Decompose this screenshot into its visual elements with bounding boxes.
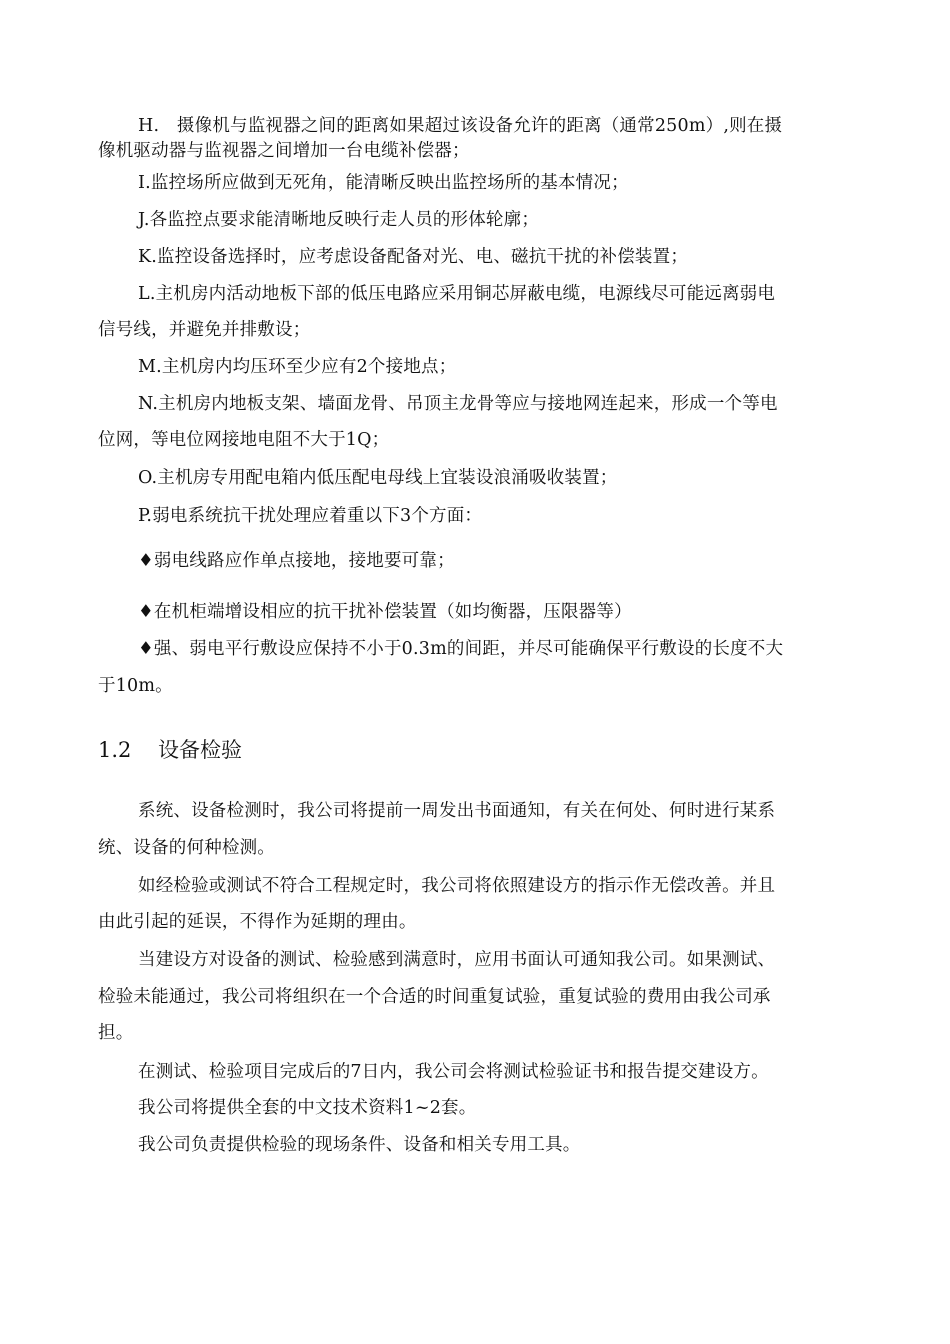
- item-l-line2: 信号线，并避免并排敷设；: [98, 320, 311, 340]
- item-n-line1: N.主机房内地板支架、墙面龙骨、吊顶主龙骨等应与接地网连起来，形成一个等电: [138, 394, 778, 414]
- para-6: 我公司负责提供检验的现场条件、设备和相关专用工具。: [138, 1135, 581, 1155]
- para-3-line2: 检验未能通过，我公司将组织在一个合适的时间重复试验，重复试验的费用由我公司承: [98, 987, 771, 1007]
- item-n-line2: 位网，等电位网接地电阻不大于1Q；: [98, 430, 390, 450]
- item-o: O.主机房专用配电箱内低压配电母线上宜装设浪涌吸收装置；: [138, 468, 618, 488]
- item-h-line2: 像机驱动器与监视器之间增加一台电缆补偿器；: [98, 141, 470, 161]
- para-4: 在测试、检验项目完成后的7日内，我公司会将测试检验证书和报告提交建设方。: [138, 1062, 769, 1082]
- section-title: 设备检验: [158, 738, 242, 762]
- para-2-line1: 如经检验或测试不符合工程规定时，我公司将依照建设方的指示作无偿改善。并且: [138, 876, 776, 896]
- item-l-line1: L.主机房内活动地板下部的低压电路应采用铜芯屏蔽电缆，电源线尽可能远离弱电: [138, 284, 776, 304]
- item-p: P.弱电系统抗干扰处理应着重以下3个方面：: [138, 506, 483, 526]
- para-3-line1: 当建设方对设备的测试、检验感到满意时，应用书面认可通知我公司。如果测试、: [138, 950, 776, 970]
- para-3-line3: 担。: [98, 1023, 134, 1043]
- item-i: I.监控场所应做到无死角，能清晰反映出监控场所的基本情况；: [138, 173, 629, 193]
- para-5: 我公司将提供全套的中文技术资料1~2套。: [138, 1098, 477, 1118]
- bullet-1: ♦弱电线路应作单点接地，接地要可靠；: [138, 551, 455, 571]
- item-h-line1: H. 摄像机与监视器之间的距离如果超过该设备允许的距离（通常250m）,则在摄: [138, 116, 783, 136]
- para-2-line2: 由此引起的延误，不得作为延期的理由。: [98, 912, 417, 932]
- para-1-line1: 系统、设备检测时，我公司将提前一周发出书面通知，有关在何处、何时进行某系: [138, 801, 776, 821]
- section-number: 1.2: [98, 738, 132, 762]
- item-j: J.各监控点要求能清晰地反映行走人员的形体轮廓；: [138, 210, 540, 230]
- bullet-3-line2: 于10m。: [98, 676, 173, 696]
- item-m: M.主机房内均压环至少应有2个接地点；: [138, 357, 457, 377]
- para-1-line2: 统、设备的何种检测。: [98, 838, 275, 858]
- bullet-2: ♦在机柜端增设相应的抗干扰补偿装置（如均衡器，压限器等）: [138, 602, 632, 622]
- item-k: K.监控设备选择时，应考虑设备配备对光、电、磁抗干扰的补偿装置；: [138, 247, 689, 267]
- section-heading: [98, 736, 242, 764]
- bullet-3-line1: ♦强、弱电平行敷设应保持不小于0.3m的间距，并尽可能确保平行敷设的长度不大: [138, 639, 784, 659]
